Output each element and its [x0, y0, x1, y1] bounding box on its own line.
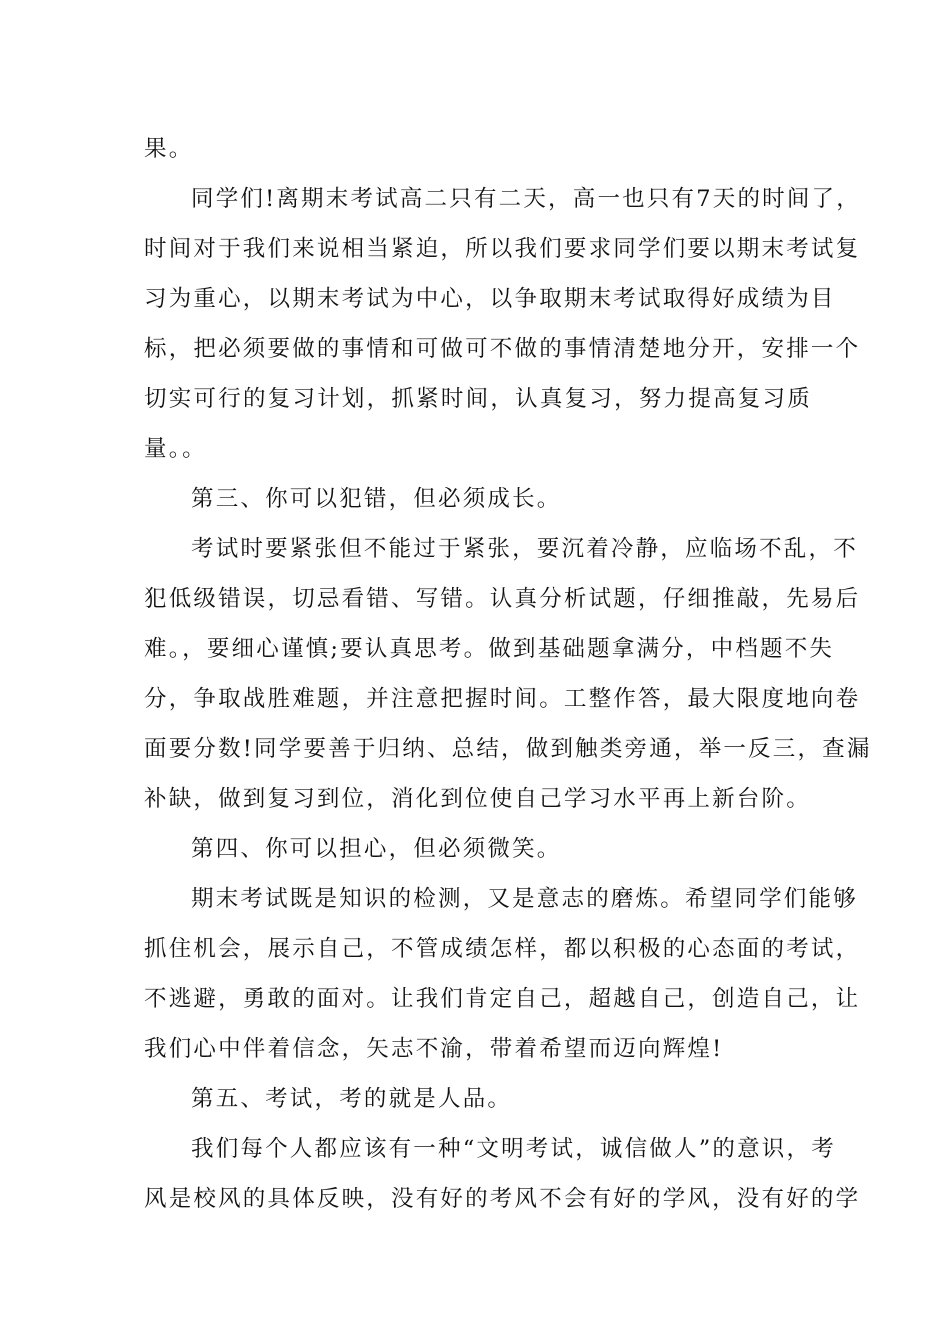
- text-line: 期末考试既是知识的检测，又是意志的磨炼。希望同学们能够: [191, 886, 858, 912]
- text-line: 我们心中伴着信念，矢志不渝，带着希望而迈向辉煌!: [144, 1036, 724, 1062]
- text-line: 我们每个人都应该有一种“文明考试，诚信做人”的意识，考: [191, 1136, 836, 1162]
- paragraph-5: [144, 874, 861, 1074]
- text-line: 分，争取战胜难题，并注意把握时间。工整作答，最大限度地向卷: [144, 686, 861, 712]
- text-line: 难。，要细心谨慎;要认真思考。做到基础题拿满分，中档题不失: [144, 636, 835, 662]
- paragraph-3: [144, 524, 872, 824]
- text-line: 第四、你可以担心，但必须微笑。: [191, 836, 562, 862]
- text-line: 犯低级错误，切忌看错、写错。认真分析试题，仔细推敲，先易后: [144, 586, 861, 612]
- text-line: 习为重心，以期末考试为中心，以争取期末考试取得好成绩为目: [144, 286, 836, 312]
- text-line: 第三、你可以犯错，但必须成长。: [191, 486, 562, 512]
- section-heading-3: [144, 474, 812, 524]
- text-line: 标，把必须要做的事情和可做可不做的事情清楚地分开，安排一个: [144, 336, 861, 362]
- text-line: 风是校风的具体反映，没有好的考风不会有好的学风，没有好的学: [144, 1186, 861, 1212]
- text-line: 切实可行的复习计划，抓紧时间，认真复习，努力提高复习质: [144, 386, 812, 412]
- paragraph-0: [144, 124, 812, 174]
- text-line: 面要分数!同学要善于归纳、总结，做到触类旁通，举一反三，查漏: [144, 736, 872, 762]
- section-heading-4: [144, 824, 812, 874]
- document-body: [144, 124, 872, 1224]
- section-heading-5: [144, 1074, 812, 1124]
- text-line: 补缺，做到复习到位，消化到位使自己学习水平再上新台阶。: [144, 786, 811, 812]
- text-line: 抓住机会，展示自己，不管成绩怎样，都以积极的心态面的考试，: [144, 936, 861, 962]
- text-line: 同学们!离期末考试高二只有二天，高一也只有7天的时间了，: [191, 186, 861, 212]
- paragraph-7: [144, 1124, 861, 1224]
- text-line: 不逃避，勇敢的面对。让我们肯定自己，超越自己，创造自己，让: [144, 986, 861, 1012]
- text-line: 量。。: [144, 436, 207, 462]
- text-line: 果。: [144, 136, 194, 162]
- paragraph-1: [144, 174, 861, 474]
- text-line: 时间对于我们来说相当紧迫，所以我们要求同学们要以期末考试复: [144, 236, 861, 262]
- text-line: 考试时要紧张但不能过于紧张，要沉着冷静，应临场不乱，不: [191, 536, 858, 562]
- text-line: 第五、考试，考的就是人品。: [191, 1086, 513, 1112]
